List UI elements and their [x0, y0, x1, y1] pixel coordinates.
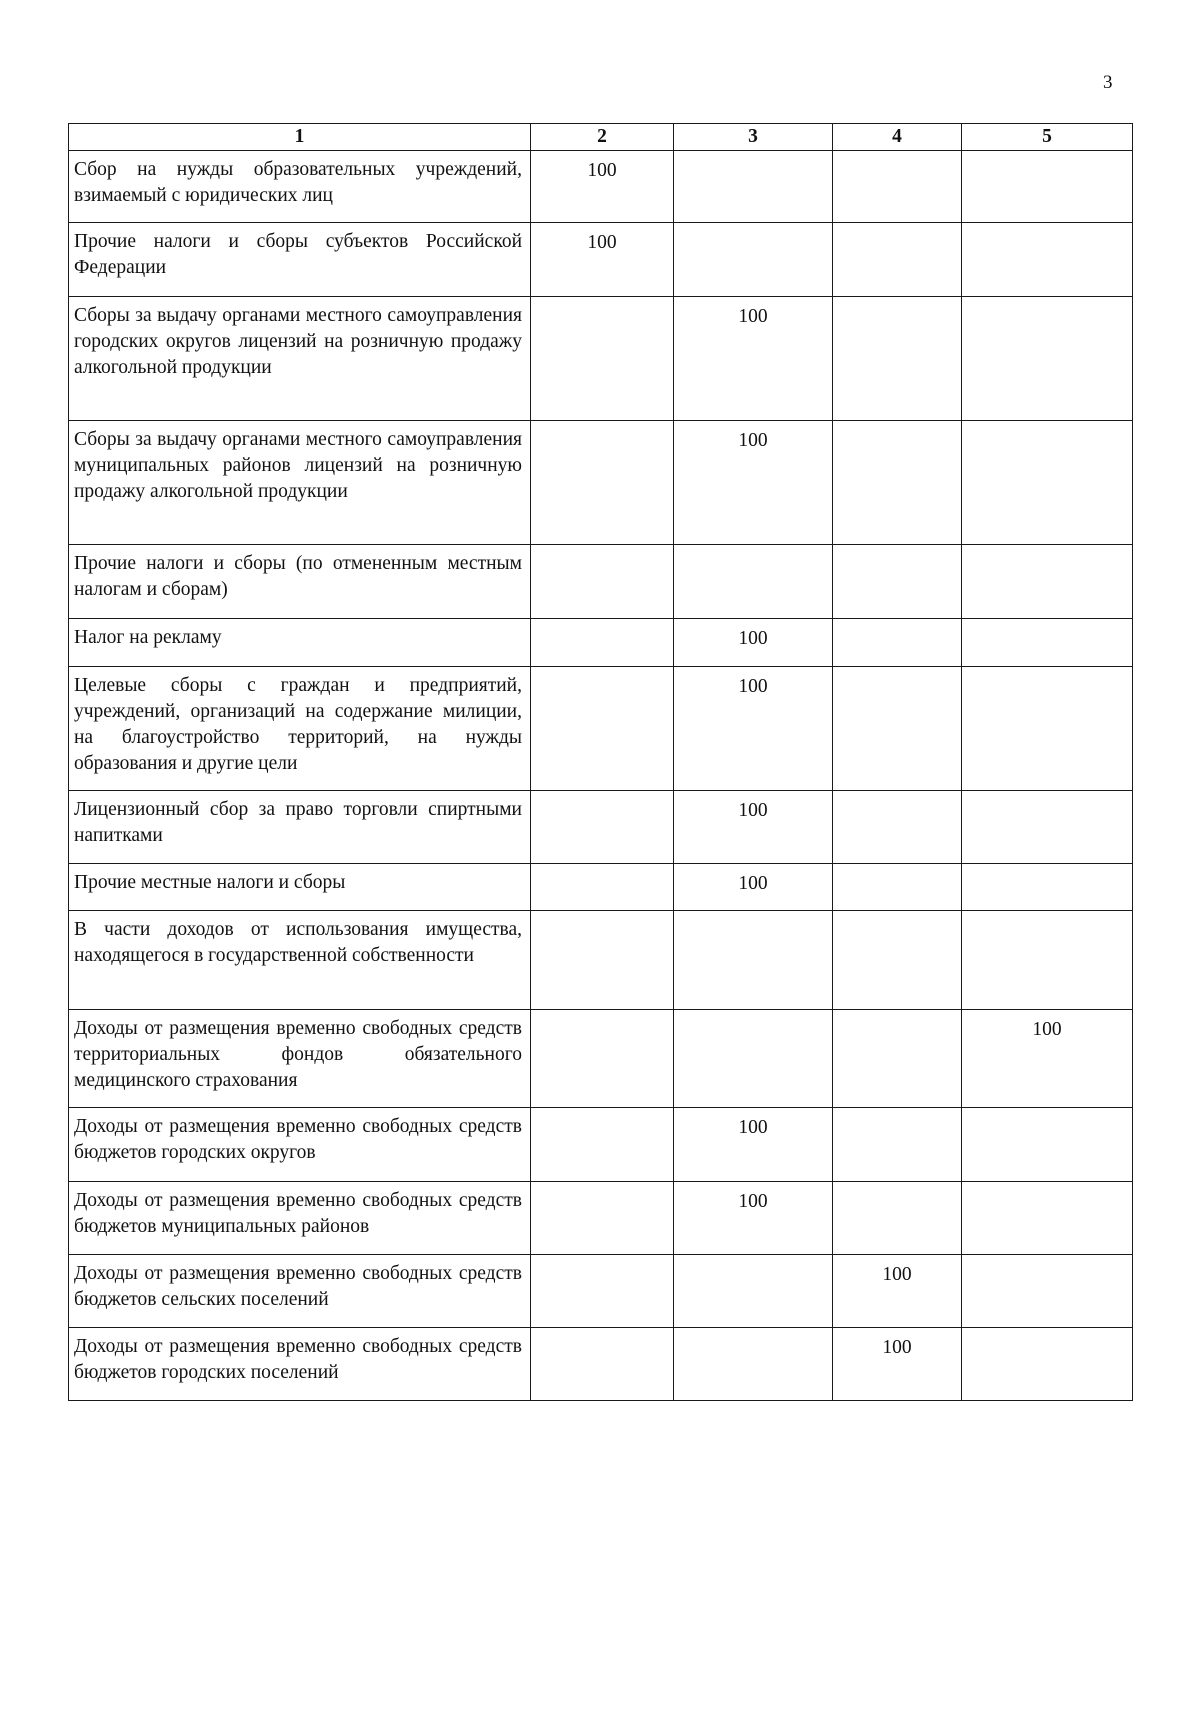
cell-col-2	[531, 1182, 674, 1255]
cell-col-2	[531, 1108, 674, 1182]
row-label: Прочие налоги и сборы субъектов Российской Федерации	[69, 223, 531, 297]
cell-col-5	[962, 911, 1133, 1010]
cell-col-2	[531, 619, 674, 667]
row-label: Сборы за выдачу органами местного самоуправления муниципальных районов лицензий на розничную продажу алкогольной продукции	[69, 421, 531, 545]
cell-col-4	[833, 667, 962, 791]
cell-col-4	[833, 1010, 962, 1108]
cell-col-3: 100	[674, 791, 833, 864]
cell-col-4	[833, 151, 962, 223]
cell-col-2	[531, 1328, 674, 1401]
cell-col-2	[531, 1010, 674, 1108]
distribution-table	[68, 123, 1133, 1401]
cell-col-5	[962, 1182, 1133, 1255]
cell-col-5	[962, 545, 1133, 619]
cell-col-2: 100	[531, 223, 674, 297]
cell-col-2	[531, 1255, 674, 1328]
column-header-5: 5	[962, 124, 1133, 151]
row-label: Доходы от размещения временно свободных средств бюджетов муниципальных районов	[69, 1182, 531, 1255]
table-header-row	[69, 124, 1133, 151]
cell-col-4	[833, 791, 962, 864]
cell-col-3	[674, 1010, 833, 1108]
table-row	[69, 545, 1133, 619]
row-label: Доходы от размещения временно свободных средств бюджетов сельских поселений	[69, 1255, 531, 1328]
row-label: Лицензионный сбор за право торговли спиртными напитками	[69, 791, 531, 864]
page-number: 3	[1103, 72, 1113, 93]
row-label: Налог на рекламу	[69, 619, 531, 667]
row-label: Сбор на нужды образовательных учреждений, взимаемый с юридических лиц	[69, 151, 531, 223]
row-label: Прочие налоги и сборы (по отмененным местным налогам и сборам)	[69, 545, 531, 619]
cell-col-2	[531, 791, 674, 864]
cell-col-4: 100	[833, 1328, 962, 1401]
cell-col-3: 100	[674, 421, 833, 545]
row-label: Целевые сборы с граждан и предприятий, учреждений, организаций на содержание милиции, на благоустройство территорий, на нужды образования и другие цели	[69, 667, 531, 791]
column-header-4: 4	[833, 124, 962, 151]
table-row	[69, 151, 1133, 223]
table-row	[69, 223, 1133, 297]
cell-col-3: 100	[674, 297, 833, 421]
cell-col-3: 100	[674, 864, 833, 911]
cell-col-2	[531, 911, 674, 1010]
cell-col-4	[833, 1182, 962, 1255]
cell-col-2	[531, 545, 674, 619]
cell-col-4	[833, 619, 962, 667]
cell-col-2	[531, 667, 674, 791]
cell-col-5	[962, 223, 1133, 297]
table-row	[69, 297, 1133, 421]
cell-col-3: 100	[674, 1108, 833, 1182]
row-label: Доходы от размещения временно свободных средств территориальных фондов обязательного медицинского страхования	[69, 1010, 531, 1108]
table-row	[69, 864, 1133, 911]
cell-col-5	[962, 1328, 1133, 1401]
cell-col-4	[833, 421, 962, 545]
cell-col-2: 100	[531, 151, 674, 223]
cell-col-3: 100	[674, 667, 833, 791]
cell-col-3	[674, 1328, 833, 1401]
table-row	[69, 667, 1133, 791]
table-row	[69, 1255, 1133, 1328]
column-header-3: 3	[674, 124, 833, 151]
cell-col-5	[962, 421, 1133, 545]
cell-col-4	[833, 1108, 962, 1182]
cell-col-5	[962, 151, 1133, 223]
cell-col-4	[833, 911, 962, 1010]
table-row	[69, 1108, 1133, 1182]
cell-col-4	[833, 297, 962, 421]
table-row	[69, 421, 1133, 545]
cell-col-3	[674, 223, 833, 297]
cell-col-5	[962, 619, 1133, 667]
cell-col-5	[962, 667, 1133, 791]
cell-col-2	[531, 864, 674, 911]
cell-col-5	[962, 297, 1133, 421]
cell-col-5	[962, 791, 1133, 864]
cell-col-3	[674, 1255, 833, 1328]
cell-col-2	[531, 297, 674, 421]
column-header-2: 2	[531, 124, 674, 151]
row-label: В части доходов от использования имущества, находящегося в государственной собственности	[69, 911, 531, 1010]
row-label: Прочие местные налоги и сборы	[69, 864, 531, 911]
row-label: Доходы от размещения временно свободных средств бюджетов городских округов	[69, 1108, 531, 1182]
cell-col-4	[833, 545, 962, 619]
cell-col-3	[674, 545, 833, 619]
table-row	[69, 1010, 1133, 1108]
cell-col-3: 100	[674, 619, 833, 667]
cell-col-3	[674, 151, 833, 223]
cell-col-4: 100	[833, 1255, 962, 1328]
cell-col-5: 100	[962, 1010, 1133, 1108]
cell-col-5	[962, 1108, 1133, 1182]
table-row	[69, 911, 1133, 1010]
table-row	[69, 619, 1133, 667]
cell-col-3	[674, 911, 833, 1010]
table-row	[69, 1328, 1133, 1401]
column-header-1: 1	[69, 124, 531, 151]
row-label: Доходы от размещения временно свободных средств бюджетов городских поселений	[69, 1328, 531, 1401]
cell-col-4	[833, 864, 962, 911]
cell-col-2	[531, 421, 674, 545]
cell-col-3: 100	[674, 1182, 833, 1255]
cell-col-4	[833, 223, 962, 297]
cell-col-5	[962, 1255, 1133, 1328]
table-row	[69, 791, 1133, 864]
cell-col-5	[962, 864, 1133, 911]
table-row	[69, 1182, 1133, 1255]
row-label: Сборы за выдачу органами местного самоуправления городских округов лицензий на розничную продажу алкогольной продукции	[69, 297, 531, 421]
